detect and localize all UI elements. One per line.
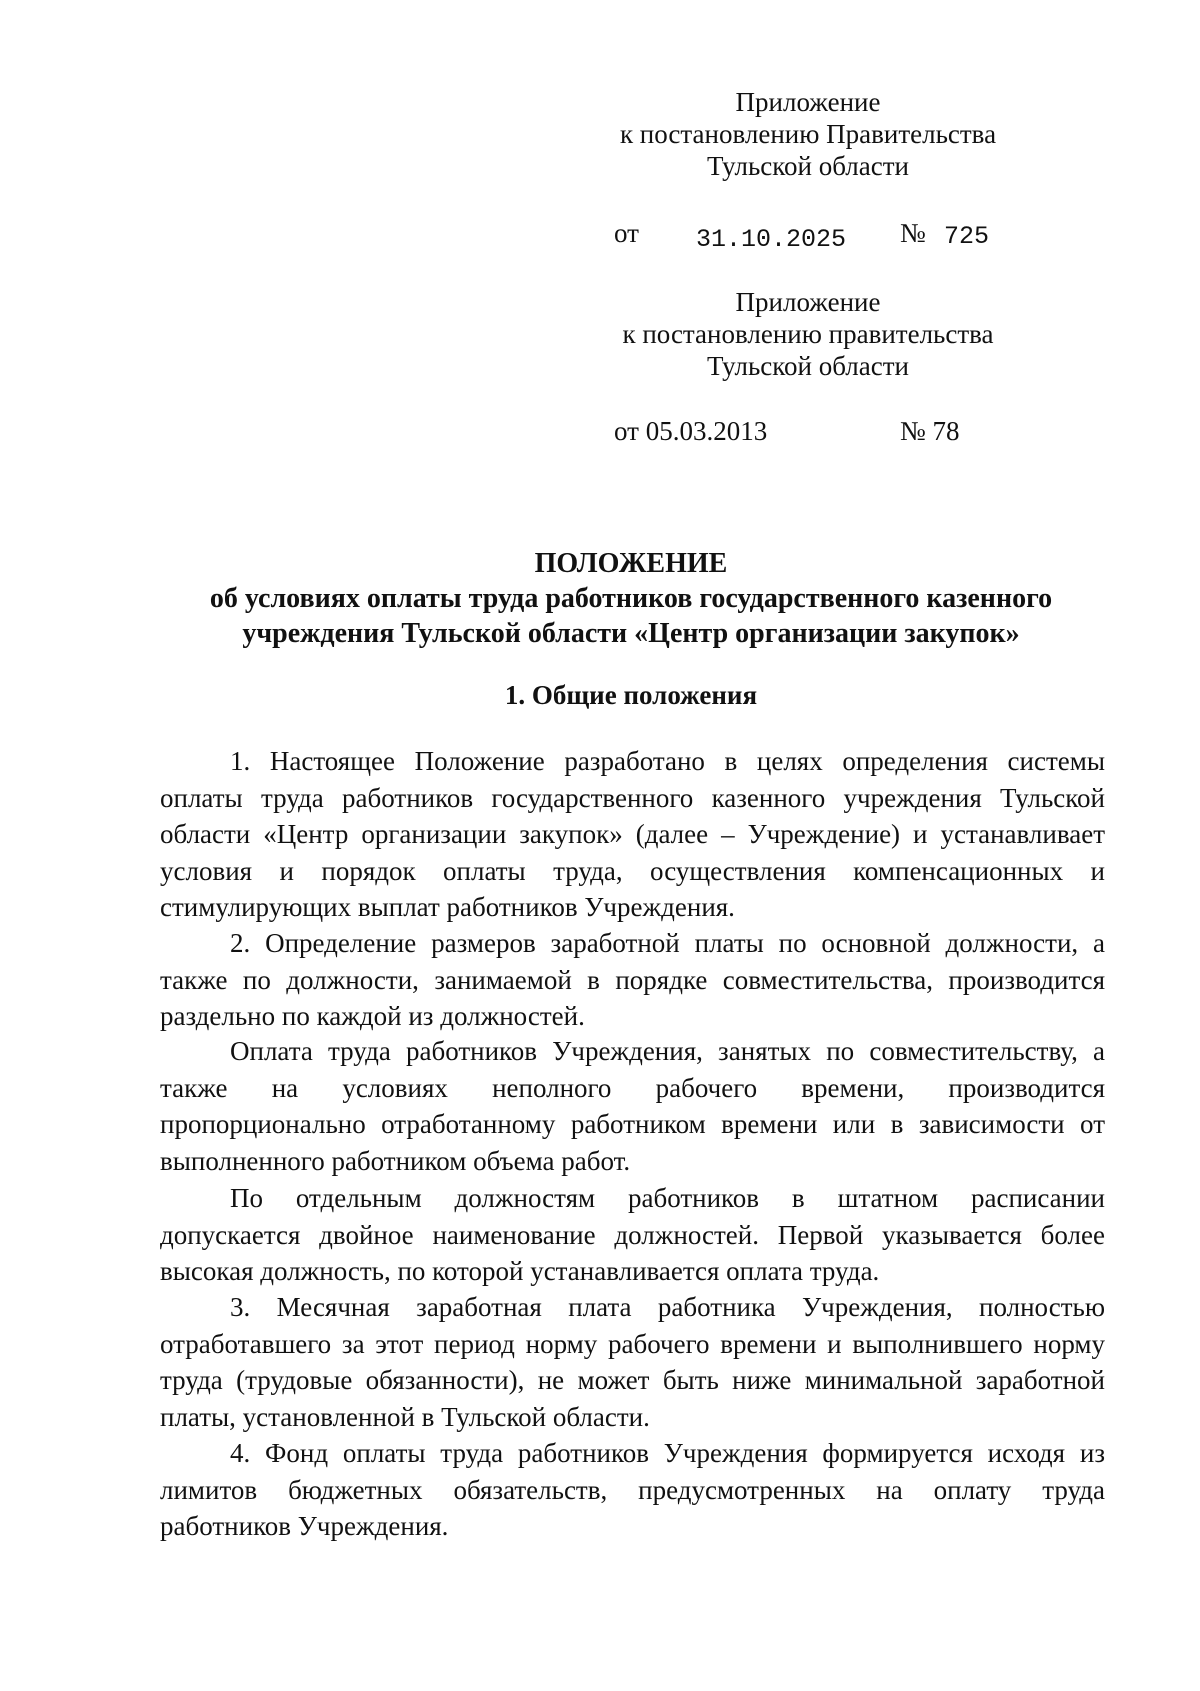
paragraph-1 [160,743,1105,926]
paragraph-line: По отдельным должностям работников в штатном расписании [230,1183,1105,1213]
paragraph-line: раздельно по каждой из должностей. [160,1001,585,1031]
paragraph-line: допускается двойное наименование должностей. Первой указывается более [160,1219,1105,1250]
paragraph-line: платы, установленной в Тульской области. [160,1401,650,1432]
paragraph-line: области «Центр организации закупок» (далее – Учреждение) и устанавливает [160,819,1105,849]
paragraph-5 [160,1289,1105,1435]
document-title: ПОЛОЖЕНИЕ [534,548,728,579]
paragraph-line: отработавшего за этот период норму рабочего времени и выполнившего норму [160,1328,1105,1359]
paragraph-line: также на условиях неполного рабочего времени, производится [160,1072,1105,1103]
paragraph-line: выполненного работником объема работ. [160,1145,631,1176]
paragraph-6 [160,1435,1105,1545]
paragraph-line: 3. Месячная заработная плата работника Учреждения, полностью [230,1292,1105,1322]
new-appendix-date: 31.10.2025 [696,225,847,254]
paragraph-line: пропорционально отработанному работником времени или в зависимости от [160,1109,1105,1139]
paragraph-4 [160,1180,1105,1290]
paragraph-line: лимитов бюджетных обязательств, предусмотренных на оплату труда [160,1474,1105,1505]
old-appendix-number: № 78 [900,416,960,446]
new-appendix-line2: к постановлению Правительства [619,119,997,149]
old-appendix-line2: к постановлению правительства [622,319,994,349]
new-appendix-date-prefix: от [614,218,639,248]
document-subtitle-line2: учреждения Тульской области «Центр организации закупок» [242,618,1020,649]
new-appendix-number-sign: № [900,218,926,248]
section-heading: 1. Общие положения [504,680,758,710]
old-appendix-line3: Тульской области [707,351,909,381]
paragraph-line: 1. Настоящее Положение разработано в целях определения системы [230,746,1105,776]
new-appendix-line3: Тульской области [707,151,909,181]
paragraph-line: работников Учреждения. [160,1511,449,1541]
paragraph-line: 4. Фонд оплаты труда работников Учреждения формируется исходя из [230,1438,1105,1468]
new-appendix-line1: Приложение [735,87,881,117]
paragraph-line: 2. Определение размеров заработной платы по основной должности, а [230,928,1105,958]
paragraph-line: оплаты труда работников государственного казенного учреждения Тульской [160,782,1105,813]
paragraph-3 [160,1033,1105,1179]
paragraph-line: условия и порядок оплаты труда, осуществления компенсационных и [160,855,1105,886]
paragraph-line: Оплата труда работников Учреждения, занятых по совместительству, а [230,1036,1105,1066]
paragraph-2 [160,925,1105,1035]
new-appendix-number: 725 [944,222,990,251]
paragraph-line: труда (трудовые обязанности), не может быть ниже минимальной заработной [160,1365,1105,1395]
paragraph-line: высокая должность, по которой устанавливается оплата труда. [160,1256,880,1286]
old-appendix-line1: Приложение [735,287,881,317]
paragraph-line: стимулирующих выплат работников Учреждения. [160,892,735,922]
old-appendix-date: от 05.03.2013 [614,416,768,446]
paragraph-line: также по должности, занимаемой в порядке совместительства, производится [160,964,1105,995]
document-subtitle-line1: об условиях оплаты труда работников государственного казенного [209,583,1053,614]
